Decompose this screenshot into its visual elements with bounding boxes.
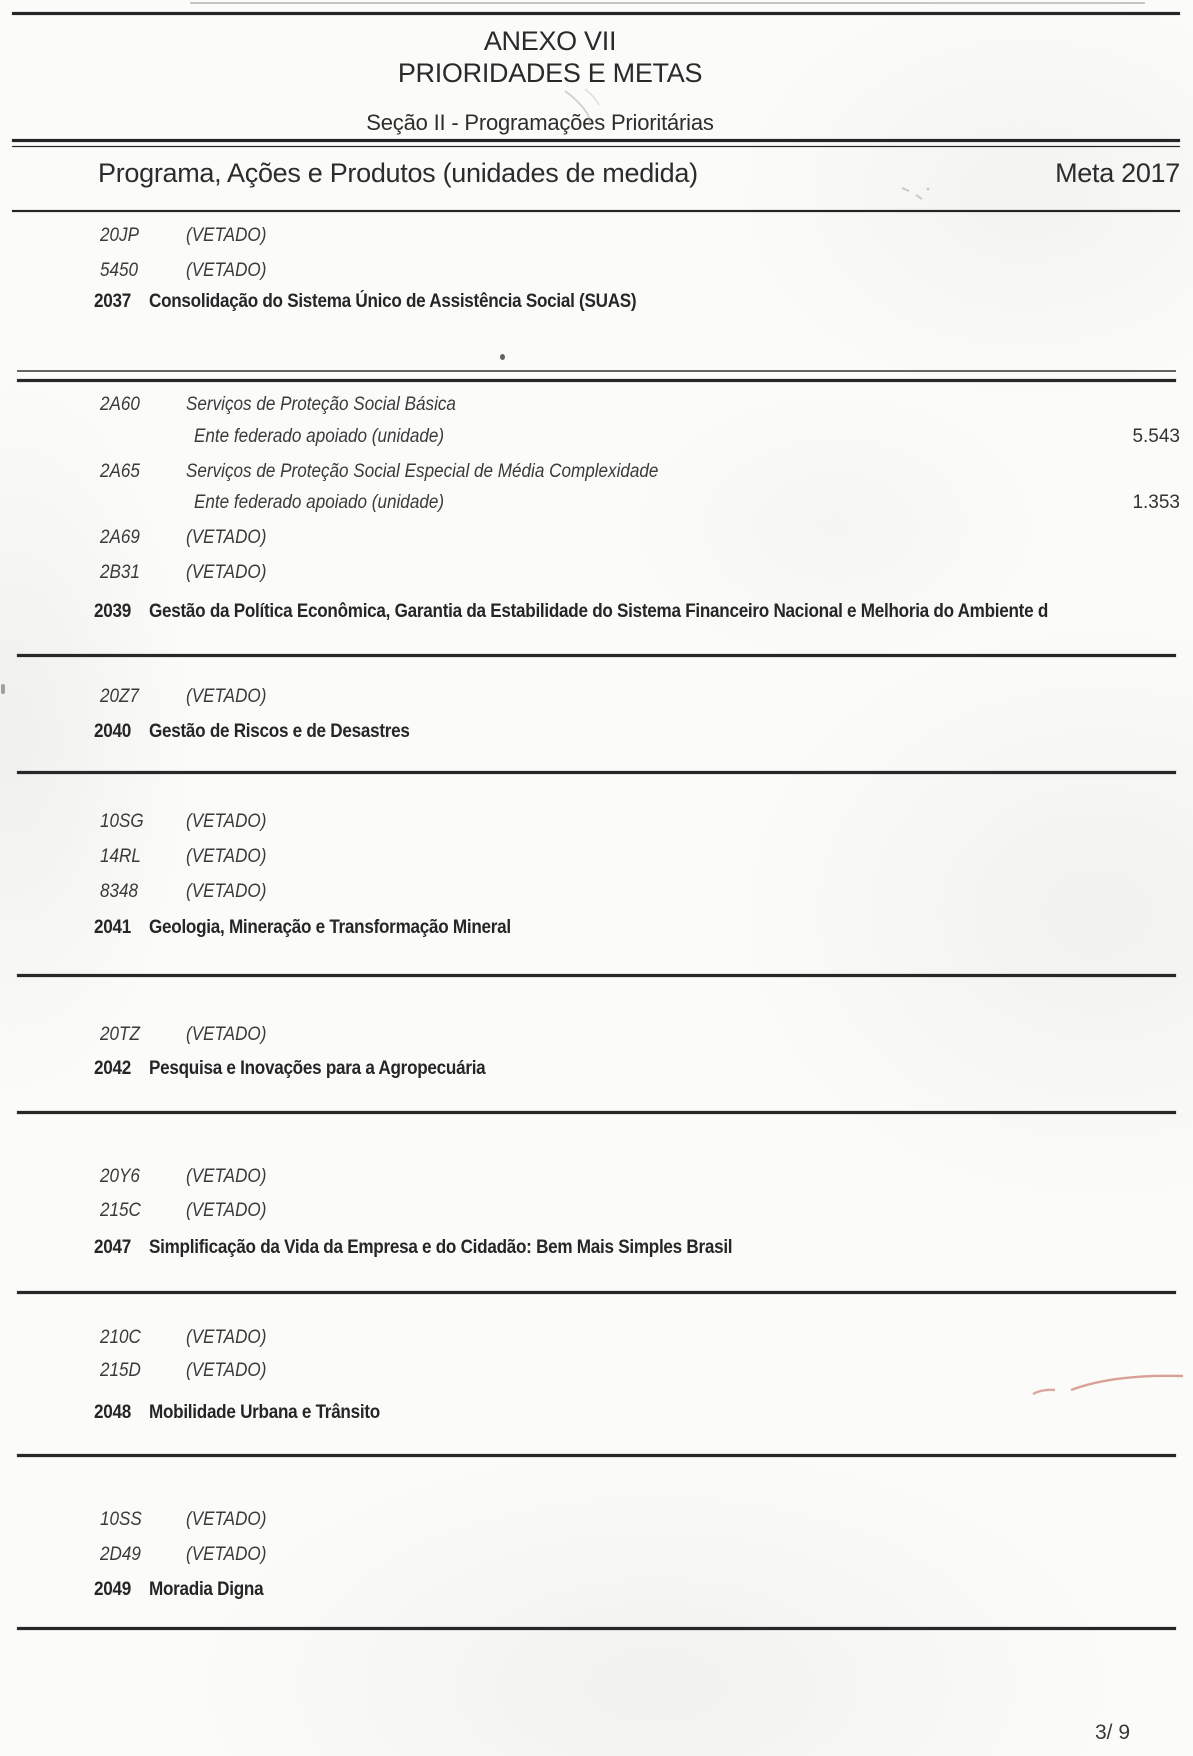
program-title: Geologia, Mineração e Transformação Mineral: [149, 917, 511, 938]
table-row-action: [0, 845, 1193, 868]
table-row-action: [0, 1326, 1193, 1349]
action-description: Serviços de Proteção Social Básica: [186, 394, 456, 415]
header-underline: [12, 210, 1180, 212]
table-row-action: [0, 685, 1193, 708]
action-description: (VETADO): [186, 562, 267, 583]
table-row-action: [0, 1359, 1193, 1382]
table-row-action: [0, 526, 1193, 549]
action-description: (VETADO): [186, 1544, 267, 1565]
section-divider: [17, 771, 1176, 774]
action-description: (VETADO): [186, 1166, 267, 1187]
pencil-smudge-mark: [898, 182, 938, 204]
table-row-program: [0, 1057, 1193, 1080]
double-rule-bottom: [12, 146, 1180, 148]
table-row-action: [0, 810, 1193, 833]
section-divider: [17, 654, 1176, 657]
column-header-meta: Meta 2017: [1055, 158, 1180, 188]
table-row-product: [0, 491, 1193, 514]
action-description: (VETADO): [186, 225, 267, 246]
program-title: Pesquisa e Inovações para a Agropecuária: [149, 1058, 486, 1079]
action-code: 20Y6: [100, 1166, 140, 1187]
program-title: Mobilidade Urbana e Trânsito: [149, 1402, 380, 1423]
table-row-program: [0, 290, 1193, 313]
action-code: 8348: [100, 881, 139, 902]
program-title: Gestão da Política Econômica, Garantia da Estabilidade do Sistema Financeiro Nacional e Melhoria do Ambiente d: [149, 601, 1049, 622]
section-divider: [17, 1627, 1176, 1630]
action-description: (VETADO): [186, 811, 267, 832]
table-row-program: [0, 1578, 1193, 1601]
table-row-program: [0, 720, 1193, 743]
table-row-product: [0, 425, 1193, 448]
section-divider: [17, 974, 1176, 977]
action-code: 215C: [100, 1200, 141, 1221]
scan-edge-line: [190, 2, 1145, 4]
table-row-action: [0, 1199, 1193, 1222]
action-description: (VETADO): [186, 1024, 267, 1045]
page-number: 3/ 9: [1095, 1721, 1131, 1744]
table-row-action: [0, 393, 1193, 416]
program-code: 2049: [94, 1579, 131, 1600]
action-code: 2A60: [100, 394, 140, 415]
double-rule-top: [12, 139, 1180, 142]
table-row-program: [0, 1401, 1193, 1424]
section-divider: [17, 1454, 1176, 1457]
action-description: (VETADO): [186, 686, 267, 707]
action-code: 215D: [100, 1360, 141, 1381]
product-description: Ente federado apoiado (unidade): [194, 426, 445, 447]
table-row-action: [0, 224, 1193, 247]
program-title: Moradia Digna: [149, 1579, 264, 1600]
action-code: 2B31: [100, 562, 140, 583]
section-divider: [17, 379, 1176, 382]
program-title: Consolidação do Sistema Único de Assistência Social (SUAS): [149, 291, 637, 312]
table-row-action: [0, 561, 1193, 584]
program-code: 2037: [94, 291, 131, 312]
action-description: (VETADO): [186, 881, 267, 902]
section-divider-thin: [17, 370, 1176, 372]
meta-2017-value: 5.543: [1132, 426, 1180, 447]
scan-edge-speck: [1, 684, 5, 694]
section-divider: [17, 1291, 1176, 1294]
ink-speck: [500, 354, 505, 360]
table-row-action: [0, 1508, 1193, 1531]
table-row-action: [0, 1023, 1193, 1046]
document-title-line1: ANEXO VII: [483, 26, 617, 56]
action-code: 20Z7: [100, 686, 139, 707]
action-description: (VETADO): [186, 1509, 267, 1530]
program-code: 2039: [94, 601, 131, 622]
meta-2017-value: 1.353: [1132, 492, 1180, 513]
action-code: 2D49: [100, 1544, 141, 1565]
action-code: 10SS: [100, 1509, 142, 1530]
table-row-action: [0, 460, 1193, 483]
action-description: (VETADO): [186, 260, 267, 281]
program-code: 2047: [94, 1237, 131, 1258]
action-description: (VETADO): [186, 846, 267, 867]
action-code: 210C: [100, 1327, 141, 1348]
action-code: 5450: [100, 260, 139, 281]
column-header-programs: Programa, Ações e Produtos (unidades de medida): [98, 158, 698, 188]
program-title: Gestão de Riscos e de Desastres: [149, 721, 410, 742]
table-row-action: [0, 259, 1193, 282]
table-row-program: [0, 1236, 1193, 1259]
program-code: 2041: [94, 917, 131, 938]
table-row-action: [0, 1543, 1193, 1566]
table-row-action: [0, 1165, 1193, 1188]
action-code: 2A69: [100, 527, 140, 548]
action-code: 20TZ: [100, 1024, 140, 1045]
table-row-action: [0, 880, 1193, 903]
program-code: 2048: [94, 1402, 131, 1423]
program-title: Simplificação da Vida da Empresa e do Cidadão: Bem Mais Simples Brasil: [149, 1237, 733, 1258]
top-rule: [12, 12, 1180, 15]
program-code: 2040: [94, 721, 131, 742]
action-code: 10SG: [100, 811, 144, 832]
section-title: Seção II - Programações Prioritárias: [366, 110, 714, 135]
action-description: (VETADO): [186, 1327, 267, 1348]
table-row-program: [0, 916, 1193, 939]
product-description: Ente federado apoiado (unidade): [194, 492, 445, 513]
action-description: (VETADO): [186, 1360, 267, 1381]
action-description: (VETADO): [186, 527, 267, 548]
section-divider: [17, 1111, 1176, 1114]
action-description: (VETADO): [186, 1200, 267, 1221]
action-code: 20JP: [100, 225, 139, 246]
action-code: 2A65: [100, 461, 140, 482]
table-row-program: [0, 600, 1193, 623]
action-code: 14RL: [100, 846, 141, 867]
program-code: 2042: [94, 1058, 131, 1079]
action-description: Serviços de Proteção Social Especial de Média Complexidade: [186, 461, 659, 482]
document-title-line2: PRIORIDADES E METAS: [397, 58, 703, 88]
